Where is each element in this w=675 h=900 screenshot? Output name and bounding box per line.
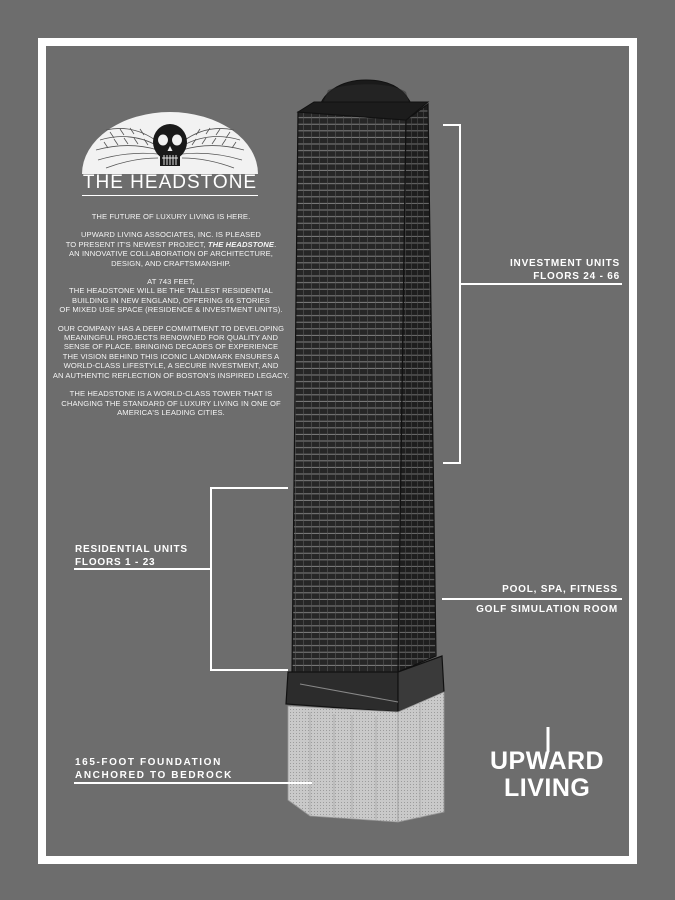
label-line: ANCHORED TO BEDROCK (75, 770, 233, 781)
tower-illustration (280, 72, 450, 832)
project-name-emphasis: THE HEADSTONE (207, 239, 275, 249)
project-title: THE HEADSTONE (82, 172, 258, 193)
text-line: MEANINGFUL PROJECTS RENOWNED FOR QUALITY AND (63, 333, 279, 343)
residential-bracket-top (210, 487, 288, 489)
text-line: OF MIXED USE SPACE (RESIDENCE & INVESTMENT UNITS). (59, 305, 283, 315)
text-line: . (274, 239, 277, 249)
residential-units-label (75, 543, 210, 569)
text-line: THE VISION BEHIND THIS ICONIC LANDMARK ENSURES A (62, 351, 280, 361)
foundation-label (75, 756, 295, 782)
text-line: DESIGN, AND CRAFTSMANSHIP. (111, 258, 231, 268)
investment-bracket-side (459, 124, 461, 464)
text-line: WORLD-CLASS LIFESTYLE, A SECURE INVESTMENT, AND (63, 361, 279, 371)
label-line: 165-FOOT FOUNDATION (75, 757, 222, 768)
label-line: FLOORS 1 - 23 (75, 557, 156, 568)
foundation-pointer (74, 782, 312, 784)
tagline: THE FUTURE OF LUXURY LIVING IS HERE. (91, 212, 251, 221)
text-line: OUR COMPANY HAS A DEEP COMMITMENT TO DEVELOPING (57, 323, 285, 333)
text-line: THE HEADSTONE IS A WORLD-CLASS TOWER THAT IS (69, 389, 273, 399)
text-line: AMERICA'S LEADING CITIES. (117, 407, 225, 417)
upward-arrow-a-icon (533, 726, 563, 752)
investment-label-underline (460, 283, 622, 285)
brand-line-1: UPWARD (490, 747, 605, 775)
residential-label-underline (74, 568, 211, 570)
investment-units-label (490, 257, 620, 283)
text-line: CHANGING THE STANDARD OF LUXURY LIVING IN ONE OF (61, 398, 281, 408)
text-line: THE HEADSTONE WILL BE THE TALLEST RESIDENTIAL (69, 286, 273, 296)
paragraph-height (48, 277, 294, 315)
residential-bracket-side (210, 487, 212, 671)
text-line: AN INNOVATIVE COLLABORATION OF ARCHITECTURE, (69, 249, 273, 259)
paragraph-closing (48, 389, 294, 417)
text-line: TO PRESENT IT'S NEWEST PROJECT, (65, 239, 208, 249)
paragraph-commitment (48, 324, 294, 380)
text-line: AT 743 FEET, (147, 277, 195, 287)
amenities-label-1: POOL, SPA, FITNESS (502, 584, 618, 595)
label-line: INVESTMENT UNITS (509, 258, 620, 269)
text-line: UPWARD LIVING ASSOCIATES, INC. IS PLEASED (80, 230, 262, 240)
description-text (48, 212, 294, 426)
residential-bracket-bottom (210, 669, 288, 671)
text-line: BUILDING IN NEW ENGLAND, OFFERING 66 STORIES (72, 295, 270, 305)
paragraph-intro (48, 230, 294, 268)
brand-line-2: LIVING (504, 774, 591, 802)
investment-bracket-bottom (443, 462, 461, 464)
amenities-divider (442, 598, 622, 600)
label-line: FLOORS 24 - 66 (533, 271, 620, 282)
upward-living-logo (490, 748, 610, 802)
amenities-label-2: GOLF SIMULATION ROOM (476, 604, 618, 615)
text-line: AN AUTHENTIC REFLECTION OF BOSTON'S INSPIRED LEGACY. (52, 370, 290, 380)
title-underline (82, 195, 258, 196)
text-line: SENSE OF PLACE. BRINGING DECADES OF EXPERIENCE (63, 342, 279, 352)
label-line: RESIDENTIAL UNITS (75, 544, 188, 555)
